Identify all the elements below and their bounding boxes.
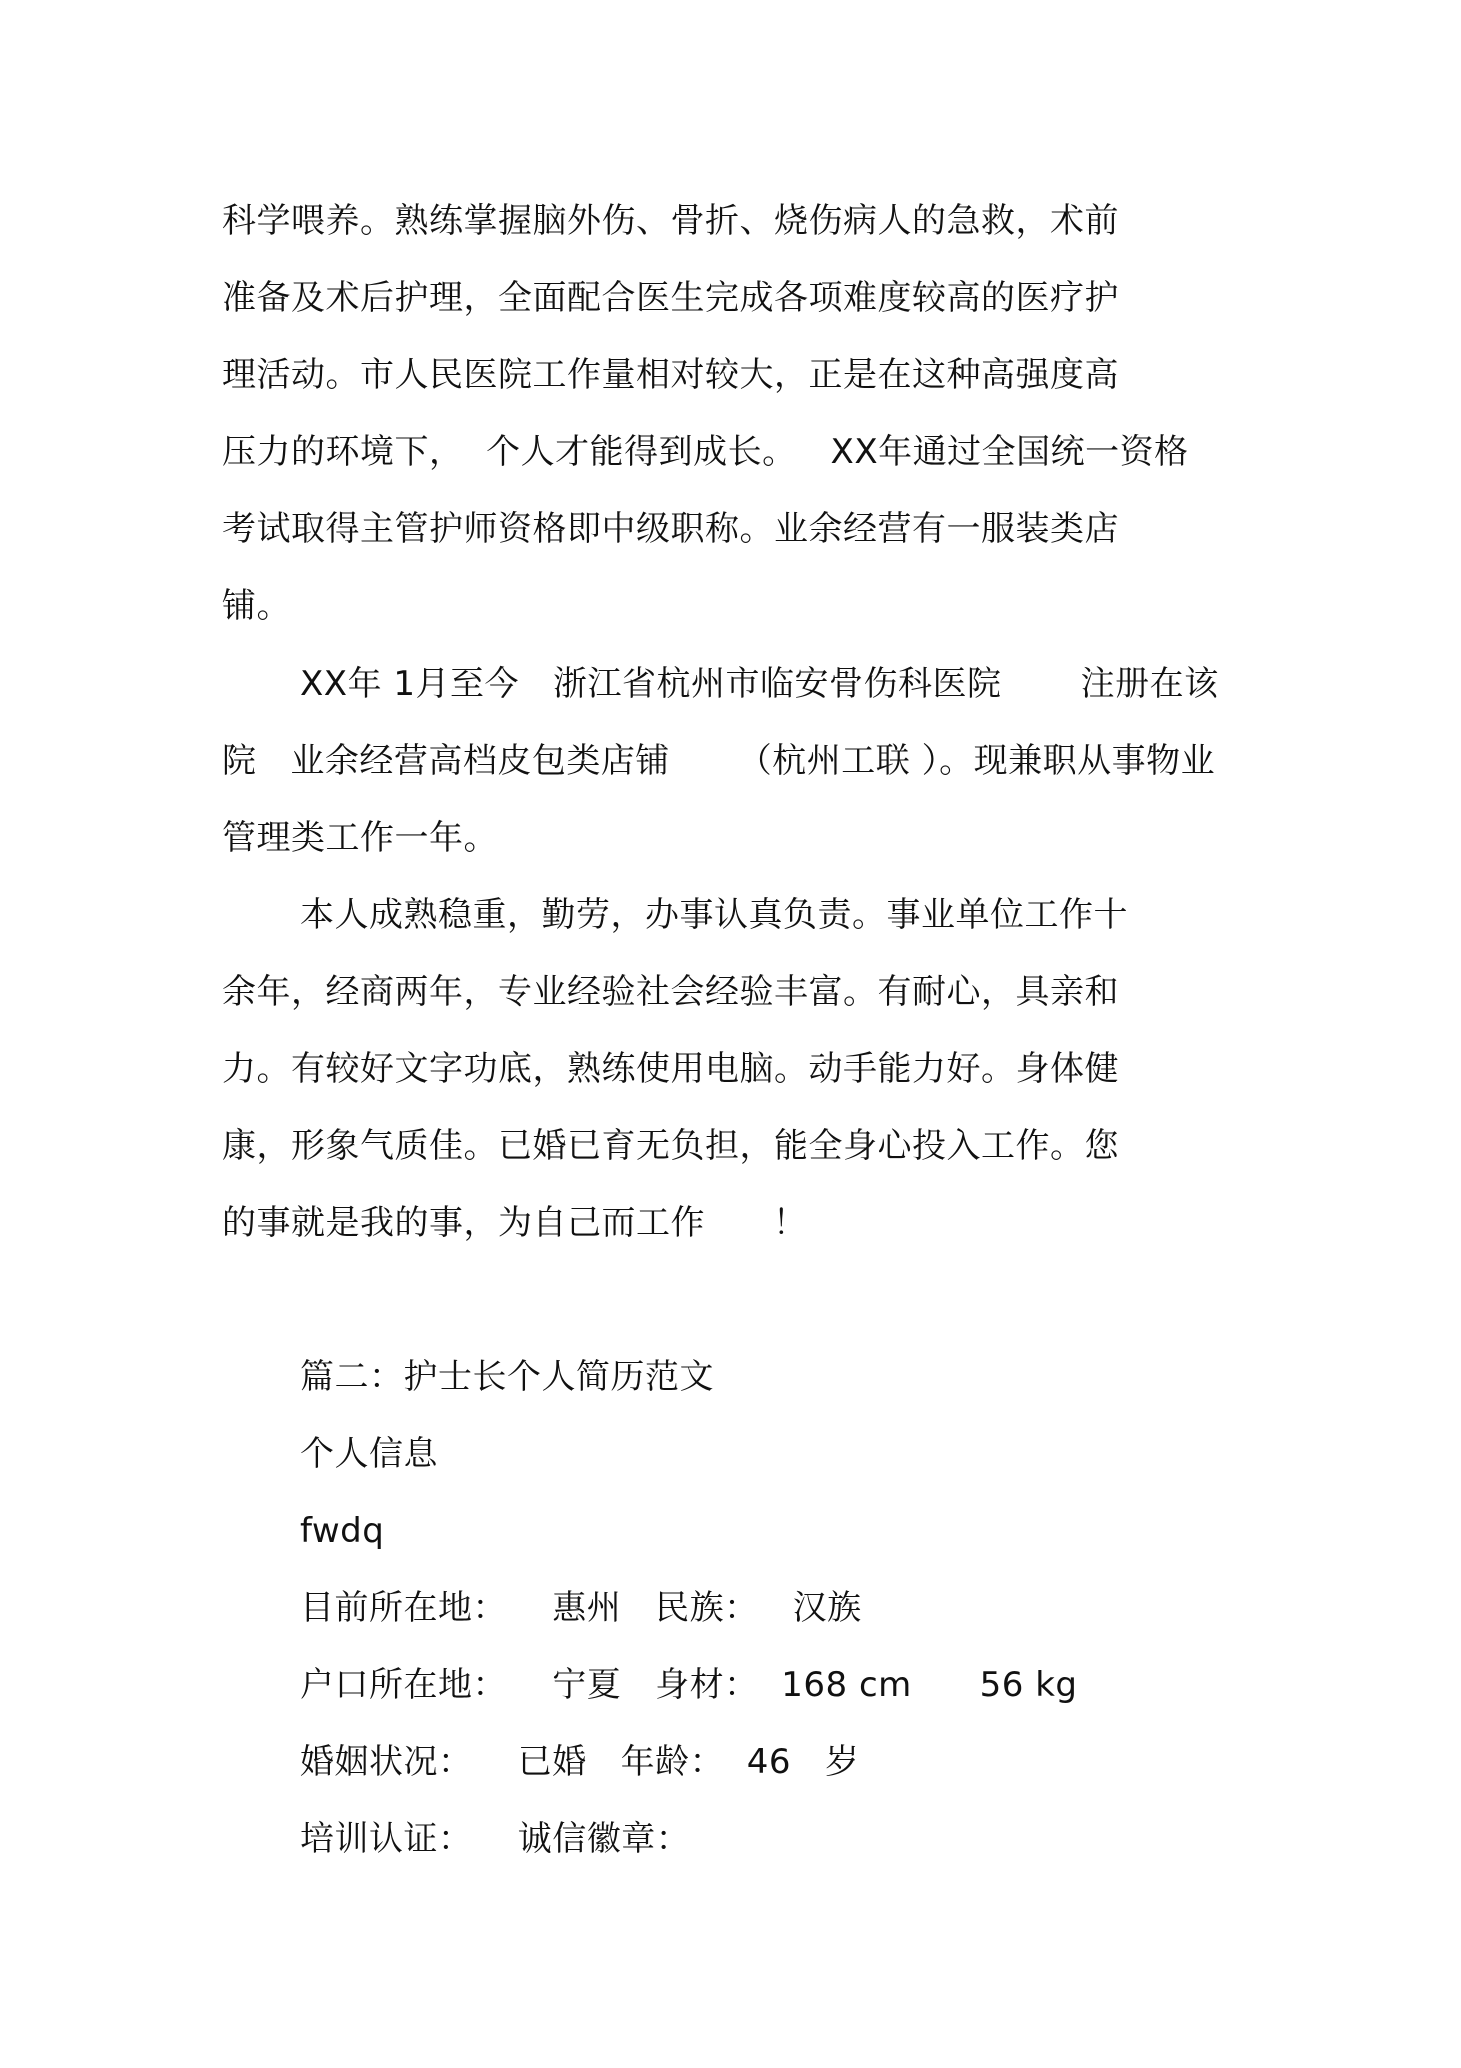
body-line-4: 压力的环境下， 个人才能得到成长。 XX年通过全国统一资格 (222, 432, 1189, 472)
body-line-9: 管理类工作一年。 (222, 818, 498, 858)
section-code: fwdq (300, 1511, 385, 1551)
section-subtitle: 个人信息 (300, 1434, 438, 1474)
body-line-3: 理活动。市人民医院工作量相对较大，正是在这种高强度高 (222, 355, 1119, 395)
body-line-5: 考试取得主管护师资格即中级职称。业余经营有一服装类店 (222, 509, 1119, 549)
body-line-11: 余年，经商两年，专业经验社会经验丰富。有耐心，具亲和 (222, 972, 1119, 1012)
body-line-7: XX年 1月至今 浙江省杭州市临安骨伤科医院 注册在该 (300, 664, 1219, 704)
body-line-1: 科学喂养。熟练掌握脑外伤、骨折、烧伤病人的急救，术前 (222, 201, 1119, 241)
body-line-2: 准备及术后护理，全面配合医生完成各项难度较高的医疗护 (222, 278, 1119, 318)
info-row-household: 户口所在地： 宁夏 身材： 168 cm 56 kg (300, 1665, 1078, 1705)
body-line-14: 的事就是我的事，为自己而工作 ！ (222, 1203, 808, 1243)
section-title: 篇二：护士长个人简历范文 (300, 1357, 714, 1397)
info-row-location: 目前所在地： 惠州 民族： 汉族 (300, 1588, 862, 1628)
body-line-12: 力。有较好文字功底，熟练使用电脑。动手能力好。身体健 (222, 1049, 1119, 1089)
body-line-8: 院 业余经营高档皮包类店铺 （杭州工联 ）。现兼职从事物业 (222, 741, 1216, 781)
body-line-10: 本人成熟稳重，勤劳，办事认真负责。事业单位工作十 (300, 895, 1128, 935)
info-row-certification: 培训认证： 诚信徽章： (300, 1819, 691, 1859)
body-line-6: 铺。 (222, 586, 291, 626)
body-line-13: 康，形象气质佳。已婚已育无负担，能全身心投入工作。您 (222, 1126, 1119, 1166)
info-row-marital: 婚姻状况： 已婚 年龄： 46 岁 (300, 1742, 860, 1782)
